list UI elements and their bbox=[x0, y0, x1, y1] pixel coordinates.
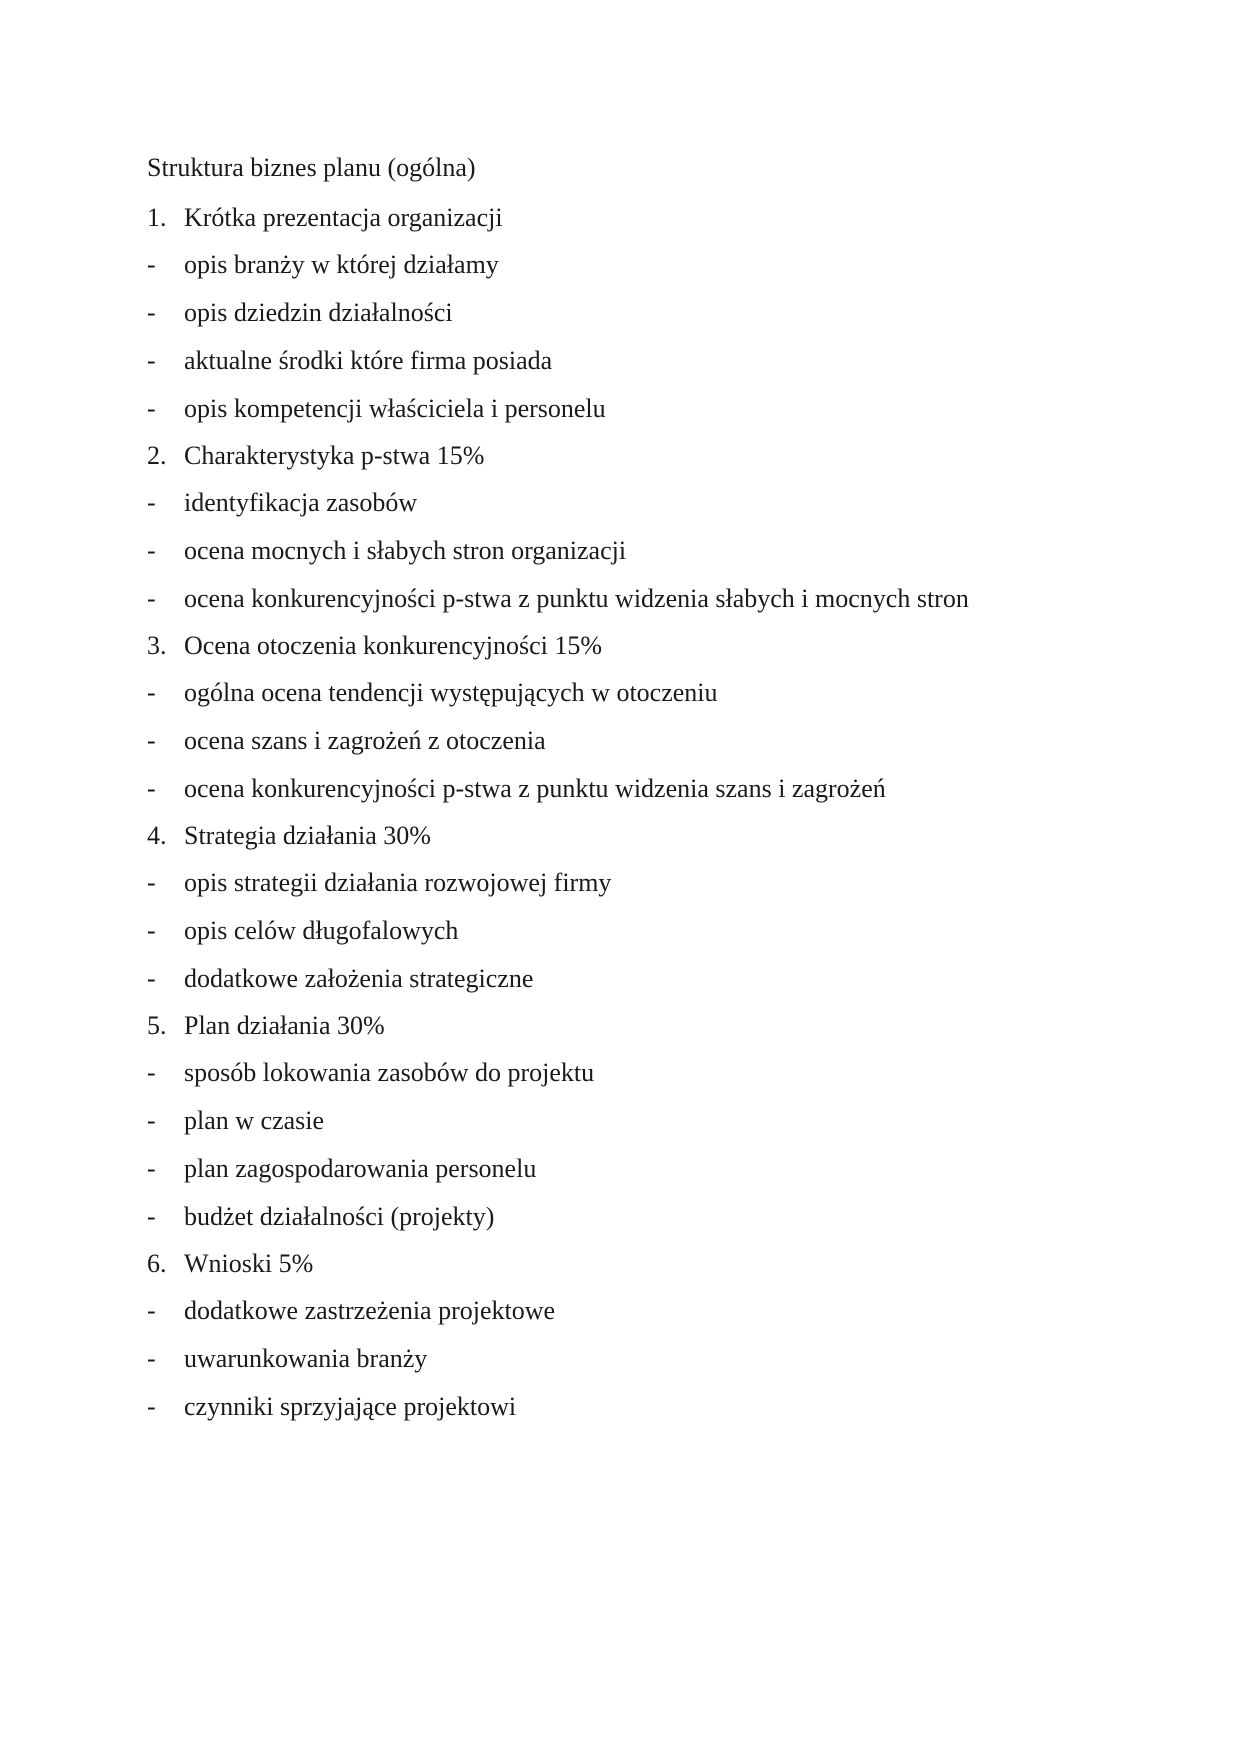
list-item bbox=[147, 1006, 1147, 1053]
list-marker: 5. bbox=[147, 1011, 167, 1040]
list-item-text: aktualne środki które firma posiada bbox=[184, 346, 553, 375]
list-item-text: Krótka prezentacja organizacji bbox=[184, 203, 503, 232]
list-marker: - bbox=[147, 1296, 156, 1325]
list-marker: - bbox=[147, 536, 156, 565]
list-marker: - bbox=[147, 1392, 156, 1421]
list-marker: - bbox=[147, 1058, 156, 1087]
list-item bbox=[147, 769, 1147, 816]
document-title: Struktura biznes planu (ogólna) bbox=[147, 153, 476, 182]
list-item-text: czynniki sprzyjające projektowi bbox=[184, 1392, 517, 1421]
list-item bbox=[147, 531, 1147, 579]
list-marker: - bbox=[147, 868, 156, 897]
list-marker: 6. bbox=[147, 1249, 167, 1278]
list-item bbox=[147, 1339, 1147, 1387]
list-item-text: ocena mocnych i słabych stron organizacji bbox=[184, 536, 627, 565]
list-item bbox=[147, 673, 1147, 721]
list-marker: - bbox=[147, 1344, 156, 1373]
list-item-text: opis celów długofalowych bbox=[184, 916, 459, 945]
list-marker: - bbox=[147, 584, 156, 613]
list-item bbox=[147, 293, 1147, 341]
list-item bbox=[147, 1101, 1147, 1149]
list-item-text: opis kompetencji właściciela i personelu bbox=[184, 394, 606, 423]
list-item-text: ocena konkurencyjności p-stwa z punktu widzenia słabych i mocnych stron bbox=[184, 584, 969, 613]
list-marker: - bbox=[147, 394, 156, 423]
list-item-text: dodatkowe założenia strategiczne bbox=[184, 964, 534, 993]
list-item bbox=[147, 911, 1147, 959]
list-item bbox=[147, 816, 1147, 863]
list-marker: - bbox=[147, 488, 156, 517]
list-item bbox=[147, 341, 1147, 389]
list-item-text: plan zagospodarowania personelu bbox=[184, 1154, 537, 1183]
list-item-text: ocena konkurencyjności p-stwa z punktu widzenia szans i zagrożeń bbox=[184, 774, 886, 803]
list-item-text: plan w czasie bbox=[184, 1106, 325, 1135]
list-marker: 3. bbox=[147, 631, 167, 660]
list-item bbox=[147, 1244, 1147, 1291]
list-item-text: uwarunkowania branży bbox=[184, 1344, 428, 1373]
list-item bbox=[147, 1149, 1147, 1197]
list-item bbox=[147, 1291, 1147, 1339]
list-item-text: opis branży w której działamy bbox=[184, 250, 499, 279]
list-item bbox=[147, 436, 1147, 483]
list-marker: - bbox=[147, 1154, 156, 1183]
list-item-text: Plan działania 30% bbox=[184, 1011, 385, 1040]
list-marker: - bbox=[147, 774, 156, 803]
list-item bbox=[147, 1387, 1147, 1435]
list-item bbox=[147, 483, 1147, 531]
list-item-text: identyfikacja zasobów bbox=[184, 488, 418, 517]
list-marker: - bbox=[147, 298, 156, 327]
list-item-text: Strategia działania 30% bbox=[184, 821, 431, 850]
list-item bbox=[147, 721, 1147, 769]
list-item bbox=[147, 1197, 1147, 1244]
list-marker: - bbox=[147, 964, 156, 993]
list-item-text: Wnioski 5% bbox=[184, 1249, 314, 1278]
list-item bbox=[147, 198, 1147, 245]
list-item bbox=[147, 245, 1147, 293]
list-marker: - bbox=[147, 726, 156, 755]
list-marker: - bbox=[147, 346, 156, 375]
list-item-text: budżet działalności (projekty) bbox=[184, 1202, 495, 1231]
list-marker: 2. bbox=[147, 441, 167, 470]
list-item bbox=[147, 626, 1147, 673]
list-item bbox=[147, 1053, 1147, 1101]
list-item bbox=[147, 959, 1147, 1006]
list-marker: - bbox=[147, 250, 156, 279]
list-marker: - bbox=[147, 1202, 156, 1231]
list-marker: 1. bbox=[147, 203, 167, 232]
list-marker: - bbox=[147, 916, 156, 945]
list-item bbox=[147, 389, 1147, 436]
list-item-text: dodatkowe zastrzeżenia projektowe bbox=[184, 1296, 556, 1325]
list-marker: 4. bbox=[147, 821, 167, 850]
list-item-text: opis dziedzin działalności bbox=[184, 298, 453, 327]
list-item-text: ocena szans i zagrożeń z otoczenia bbox=[184, 726, 546, 755]
list-item-text: Charakterystyka p-stwa 15% bbox=[184, 441, 485, 470]
list-item-text: ogólna ocena tendencji występujących w otoczeniu bbox=[184, 678, 718, 707]
list-item-text: sposób lokowania zasobów do projektu bbox=[184, 1058, 595, 1087]
list-item-text: opis strategii działania rozwojowej firmy bbox=[184, 868, 612, 897]
document-body bbox=[147, 148, 1147, 1435]
list-item bbox=[147, 863, 1147, 911]
list-item-text: Ocena otoczenia konkurencyjności 15% bbox=[184, 631, 603, 660]
list-item bbox=[147, 579, 1147, 626]
list-marker: - bbox=[147, 1106, 156, 1135]
list-marker: - bbox=[147, 678, 156, 707]
